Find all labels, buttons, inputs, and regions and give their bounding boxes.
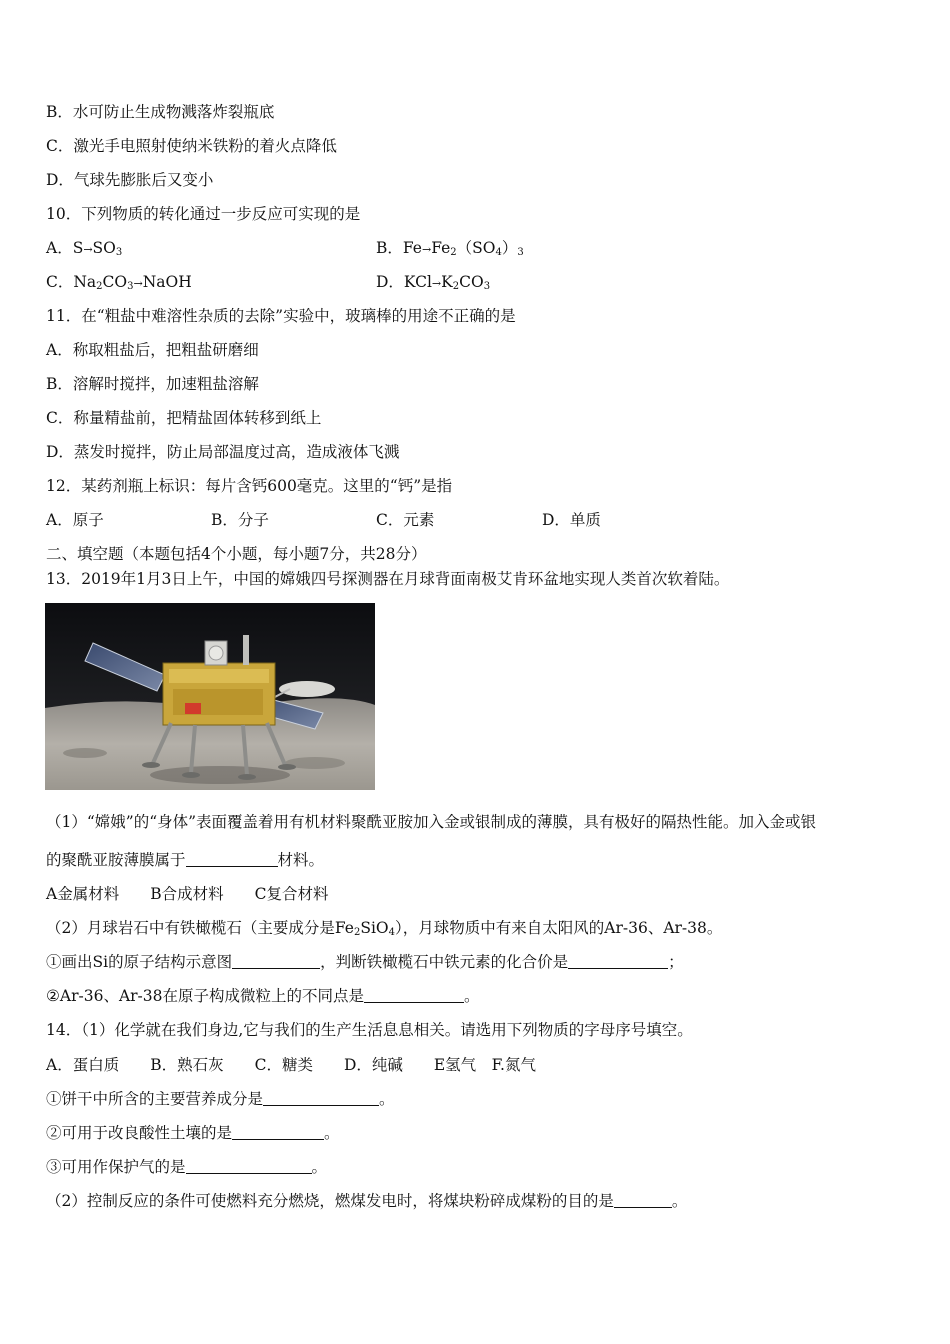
q13-sub-1: ①画出Si的原子结构示意图 ，判断铁橄榄石中铁元素的化合价是 ；: [46, 953, 684, 971]
q13-blank-4[interactable]: [364, 988, 464, 1003]
q13-sub-2: ②Ar-36、Ar-38在原子构成微粒上的不同点是 。: [46, 987, 480, 1005]
q10-option-a: A．$S\to SO_3$: [46, 239, 123, 258]
q10-option-c: C．$Na_2CO_3\to NaOH$: [46, 273, 192, 292]
q12-option-b: B．分子: [211, 511, 269, 529]
q14-blank-2[interactable]: [232, 1125, 324, 1140]
q10-stem: 10．下列物质的转化通过一步反应可实现的是: [46, 205, 361, 223]
q11-option-d: D．蒸发时搅拌，防止局部温度过高，造成液体飞溅: [46, 443, 400, 461]
q13-blank-3[interactable]: [568, 954, 668, 969]
q13-stem: 13．2019年1月3日上午，中国的嫦娥四号探测器在月球背面南极艾肯环盆地实现人类首次软着陆。: [46, 570, 730, 588]
lunar-lander-photo: [45, 603, 375, 790]
section-2-heading: 二、填空题（本题包括4个小题，每小题7分，共28分）: [46, 545, 427, 563]
q14-blank-4[interactable]: [614, 1193, 672, 1208]
q14-sub-2: ②可用于改良酸性土壤的是 。: [46, 1124, 340, 1142]
q14-part2: （2）控制反应的条件可使燃料充分燃烧，燃煤发电时，将煤块粉碎成煤粉的目的是 。: [46, 1192, 688, 1210]
q13-blank-2[interactable]: [232, 954, 320, 969]
q12-option-d: D．单质: [542, 511, 601, 529]
q14-sub-1: ①饼干中所含的主要营养成分是 。: [46, 1090, 395, 1108]
q14-sub-3: ③可用作保护气的是 。: [46, 1158, 328, 1176]
q13-part1-line2: 的聚酰亚胺薄膜属于 材料。: [46, 851, 325, 869]
q13-blank-1[interactable]: [186, 852, 278, 867]
q10-option-d: D．$KCl\to K_2CO_3$: [376, 273, 491, 292]
q11-option-b: B．溶解时搅拌，加速粗盐溶解: [46, 375, 259, 393]
q14-choices: A．蛋白质 B．熟石灰 C．糖类 D．纯碱 E氢气 F.氮气: [46, 1056, 536, 1074]
q14-blank-3[interactable]: [186, 1159, 312, 1174]
q14-stem: 14．（1）化学就在我们身边,它与我们的生产生活息息相关。请选用下列物质的字母序号填空。: [46, 1021, 693, 1039]
q14-blank-1[interactable]: [263, 1091, 379, 1106]
q11-option-a: A．称取粗盐后，把粗盐研磨细: [46, 341, 259, 359]
q12-stem: 12．某药剂瓶上标识：每片含钙600毫克。这里的“钙”是指: [46, 477, 453, 495]
q13-choices: A金属材料 B合成材料 C复合材料: [46, 885, 329, 903]
q12-option-a: A．原子: [46, 511, 104, 529]
q9-option-b: B．水可防止生成物溅落炸裂瓶底: [46, 103, 275, 121]
q12-option-c: C．元素: [376, 511, 435, 529]
q10-option-b: B．$Fe\to Fe_2(SO_4)_3$: [376, 239, 524, 258]
q11-option-c: C．称量精盐前，把精盐固体转移到纸上: [46, 409, 322, 427]
q9-option-c: C．激光手电照射使纳米铁粉的着火点降低: [46, 137, 337, 155]
q13-part1-line1: （1）“嫦娥”的“身体”表面覆盖着用有机材料聚酰亚胺加入金或银制成的薄膜，具有极好的隔热性能。加入金或银: [46, 813, 817, 831]
q11-stem: 11．在“粗盐中难溶性杂质的去除”实验中，玻璃棒的用途不正确的是: [46, 307, 516, 325]
q9-option-d: D．气球先膨胀后又变小: [46, 171, 214, 189]
q13-part2: （2）月球岩石中有铁橄榄石（主要成分是$Fe_2SiO_4$），月球物质中有来自太阳风的Ar-36、Ar-38。: [46, 919, 723, 938]
